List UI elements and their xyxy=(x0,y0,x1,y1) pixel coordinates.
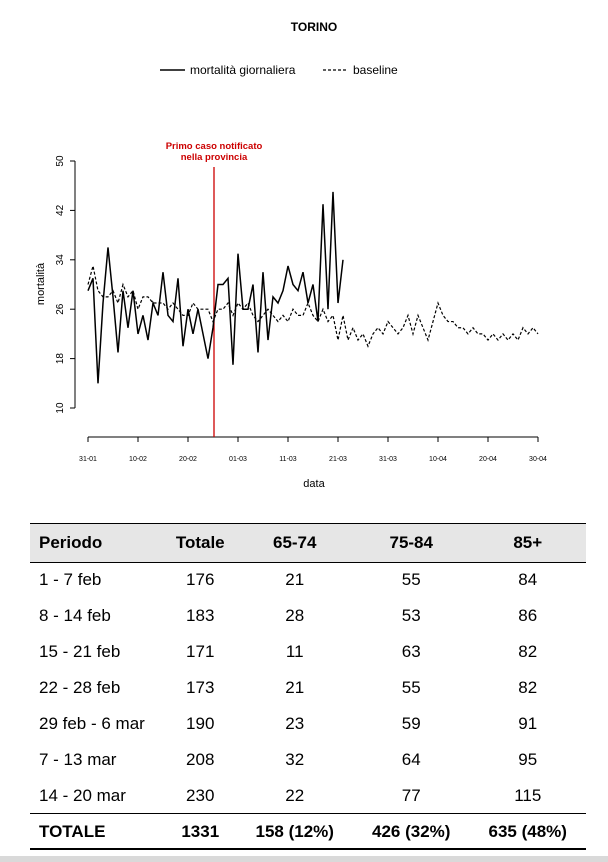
y-tick-label: 42 xyxy=(55,204,66,216)
cell-periodo: 7 - 13 mar xyxy=(39,750,117,769)
cell-75-84: 64 xyxy=(401,750,421,769)
y-tick-label: 26 xyxy=(55,303,66,315)
cell-periodo: 22 - 28 feb xyxy=(39,678,121,697)
cell-65-74: 32 xyxy=(285,750,305,769)
x-axis-ticks xyxy=(79,437,547,463)
cell-75-84: 55 xyxy=(401,678,421,697)
table-row xyxy=(30,742,586,778)
cell-75-84: 77 xyxy=(401,786,421,805)
legend-label-daily: mortalità giornaliera xyxy=(190,63,296,77)
cell-periodo: 8 - 14 feb xyxy=(39,606,111,625)
header-totale: Totale xyxy=(175,533,225,552)
cell-85-plus: 91 xyxy=(518,714,538,733)
table-row xyxy=(30,670,586,706)
cell-65-74: 23 xyxy=(285,714,305,733)
cell-periodo: 1 - 7 feb xyxy=(39,570,102,589)
cell-85-plus: 82 xyxy=(518,642,538,661)
cell-75-84: 55 xyxy=(401,570,421,589)
header-85-plus: 85+ xyxy=(513,533,543,552)
cell-totale: 190 xyxy=(186,714,215,733)
cell-65-74: 21 xyxy=(285,570,305,589)
legend-label-baseline: baseline xyxy=(353,63,398,77)
x-tick-label: 21-03 xyxy=(329,456,347,463)
table-total-row xyxy=(30,814,586,850)
x-tick-label: 30-04 xyxy=(529,456,547,463)
mortality-table xyxy=(30,524,586,850)
legend xyxy=(160,63,398,77)
cell-65-74: 22 xyxy=(285,786,305,805)
cell-75-84: 59 xyxy=(401,714,421,733)
x-tick-label: 31-03 xyxy=(379,456,397,463)
x-tick-label: 10-04 xyxy=(429,456,447,463)
x-tick-label: 20-02 xyxy=(179,456,197,463)
total-85-plus: 635 (48%) xyxy=(488,822,567,841)
y-tick-label: 34 xyxy=(55,254,66,266)
cell-periodo: 14 - 20 mar xyxy=(39,786,126,805)
cell-85-plus: 84 xyxy=(518,570,538,589)
y-axis-ticks xyxy=(55,155,75,414)
table-header-row xyxy=(30,524,586,562)
cell-totale: 183 xyxy=(186,606,215,625)
header-75-84: 75-84 xyxy=(389,533,433,552)
cell-75-84: 63 xyxy=(401,642,421,661)
cell-totale: 171 xyxy=(186,642,215,661)
x-tick-label: 01-03 xyxy=(229,456,247,463)
total-totale: 1331 xyxy=(181,822,220,841)
x-tick-label: 20-04 xyxy=(479,456,497,463)
chart-title: TORINO xyxy=(290,20,338,34)
cell-75-84: 53 xyxy=(401,606,421,625)
cell-65-74: 28 xyxy=(285,606,305,625)
header-periodo: Periodo xyxy=(39,533,103,552)
y-tick-label: 18 xyxy=(55,353,66,365)
table-row xyxy=(30,706,586,742)
cell-65-74: 11 xyxy=(285,642,304,661)
y-tick-label: 10 xyxy=(55,402,66,414)
x-axis-label: data xyxy=(303,478,325,490)
total-75-84: 426 (32%) xyxy=(372,822,451,841)
header-65-74: 65-74 xyxy=(272,533,317,552)
table-row xyxy=(30,634,586,670)
cell-totale: 208 xyxy=(186,750,215,769)
total-label: TOTALE xyxy=(39,822,106,841)
cell-periodo: 15 - 21 feb xyxy=(39,642,121,661)
table-row xyxy=(30,778,586,814)
y-axis-label: mortalità xyxy=(35,262,47,306)
page-footer-band xyxy=(0,856,608,862)
series-baseline-line xyxy=(88,266,538,346)
cell-85-plus: 86 xyxy=(518,606,538,625)
first-case-annotation-line1: Primo caso notificato xyxy=(165,141,263,152)
cell-periodo: 29 feb - 6 mar xyxy=(39,714,145,733)
cell-85-plus: 95 xyxy=(518,750,538,769)
cell-65-74: 21 xyxy=(285,678,305,697)
table-row xyxy=(30,598,586,634)
cell-totale: 176 xyxy=(186,570,215,589)
first-case-annotation-line2: nella provincia xyxy=(180,152,248,163)
cell-totale: 173 xyxy=(186,678,215,697)
total-65-74: 158 (12%) xyxy=(255,822,334,841)
x-tick-label: 10-02 xyxy=(129,456,147,463)
series-daily-mortality-line xyxy=(88,192,343,383)
cell-totale: 230 xyxy=(186,786,215,805)
table-row xyxy=(30,562,586,598)
y-tick-label: 50 xyxy=(55,155,66,167)
cell-85-plus: 82 xyxy=(518,678,538,697)
cell-85-plus: 115 xyxy=(514,786,542,805)
x-tick-label: 31-01 xyxy=(79,456,97,463)
x-tick-label: 11-03 xyxy=(279,456,297,463)
